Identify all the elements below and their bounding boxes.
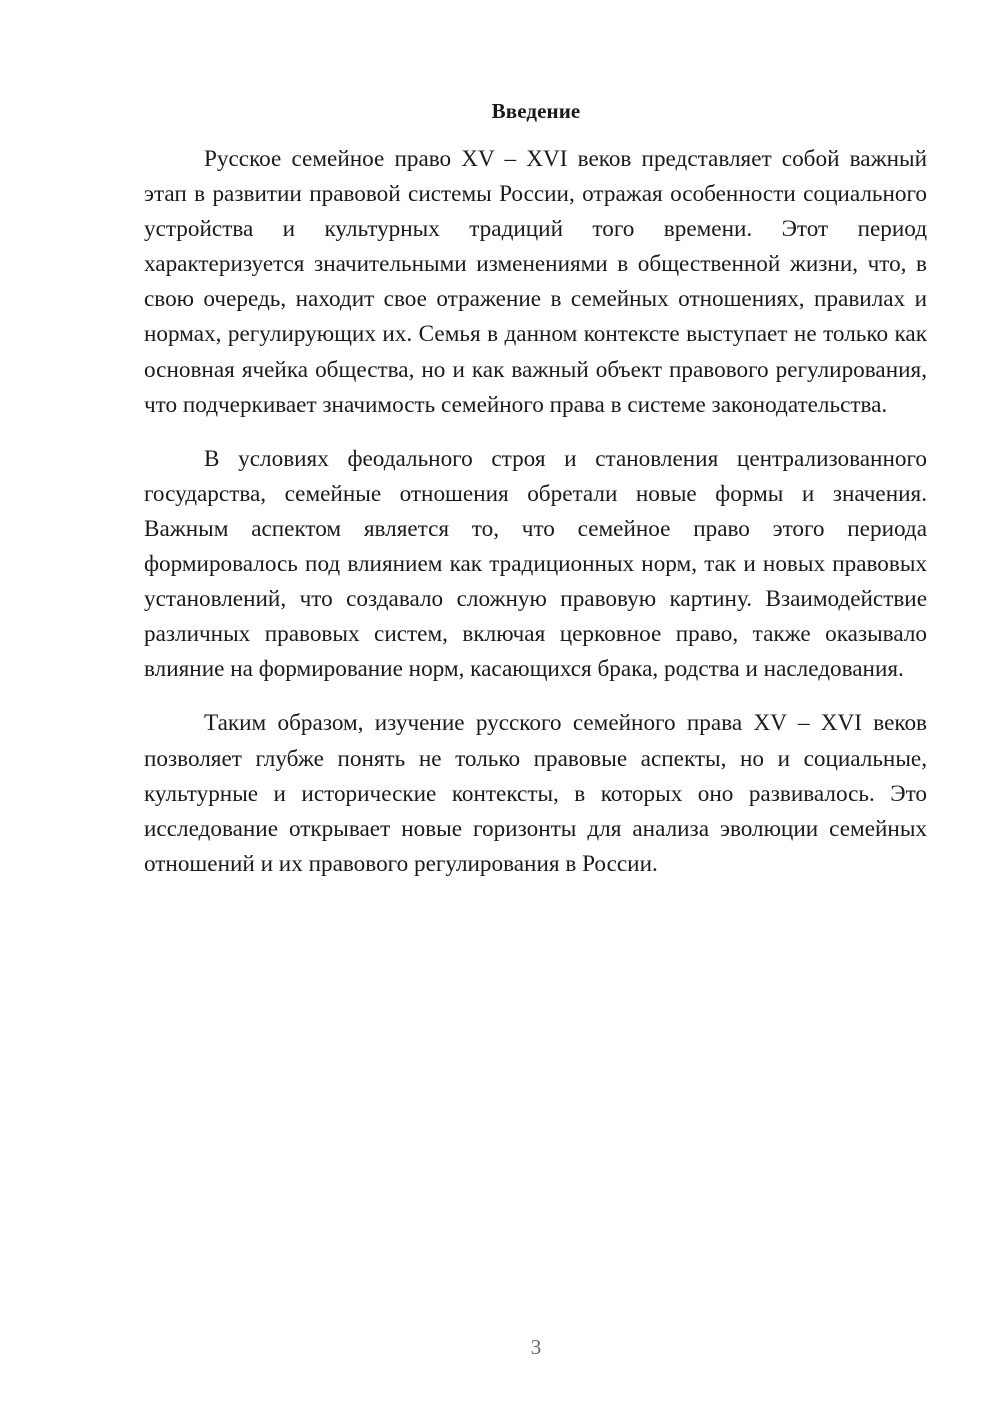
document-body bbox=[144, 142, 927, 901]
paragraph-2: В условиях феодального строя и становления централизованного государства, семейные отношения обретали новые формы и значения. Важным аспектом является то, что семейное право этого периода формировалось под влиянием как традиционных норм, так и новых правовых установлений, что создавало сложную правовую картину. Взаимодействие различных правовых систем, включая церковное право, также оказывало влияние на формирование норм, касающихся брака, родства и наследования. bbox=[144, 445, 927, 683]
paragraph-3: Таким образом, изучение русского семейного права XV – XVI веков позволяет глубже понять не только правовые аспекты, но и социальные, культурные и исторические контексты, в которых оно развивалось. Это исследование открывает новые горизонты для анализа эволюции семейных отношений и их правового регулирования в России. bbox=[144, 710, 927, 877]
page-number: 3 bbox=[530, 1335, 542, 1359]
section-title: Введение bbox=[491, 99, 581, 123]
paragraph-1: Русское семейное право XV – XVI веков представляет собой важный этап в развитии правовой системы России, отражая особенности социального устройства и культурных традиций того времени. Этот период характеризуется значительными изменениями в общественной жизни, что, в свою очередь, находит свое отражение в семейных отношениях, правилах и нормах, регулирующих их. Семья в данном контексте выступает не только как основная ячейка общества, но и как важный объект правового регулирования, что подчеркивает значимость семейного права в системе законодательства. bbox=[144, 146, 927, 418]
